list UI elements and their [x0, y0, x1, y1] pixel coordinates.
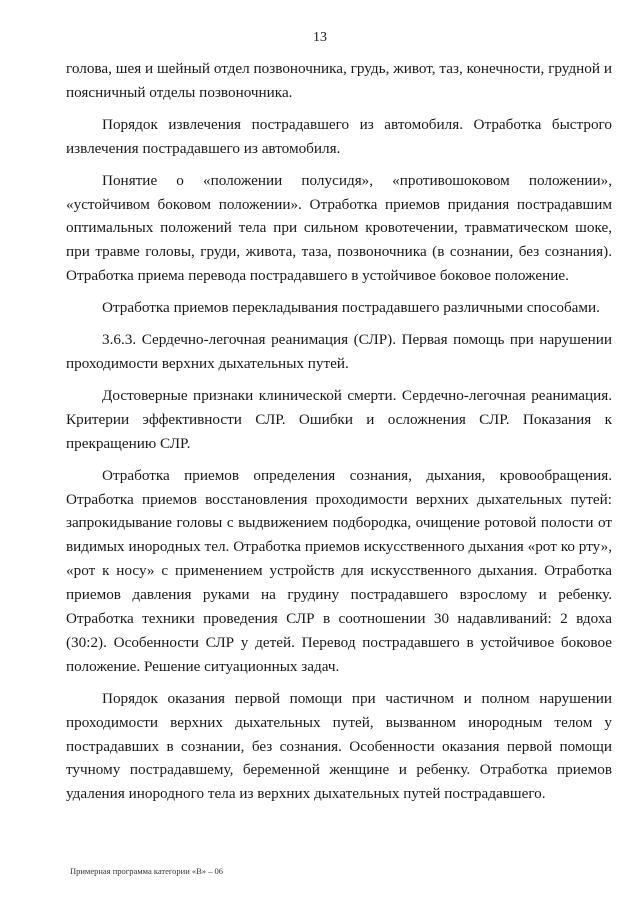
page-number: 13: [313, 30, 327, 45]
section-heading-3-6-3: 3.6.3. Сердечно-легочная реанимация (СЛР). Первая помощь при нарушении проходимости верхних дыхательных путей.: [66, 331, 612, 372]
paragraph-7: Отработка приемов определения сознания, дыхания, кровообращения. Отработка приемов восстановления проходимости верхних дыхательных путей: запрокидывание головы с выдвижением подбородка, очищение ротовой полости от видимых инородных тел. Отработка приемов искусственного дыхания «рот ко рту», «рот к носу» с применением устройств для искусственного дыхания. Отработка приемов давления руками на грудину пострадавшего взрослому и ребенку. Отработка техники проведения СЛР в соотношении 30 надавливаний: 2 вдоха (30:2). Особенности СЛР у детей. Перевод пострадавшего в устойчивое боковое положение. Решение ситуационных задач.: [66, 466, 612, 675]
body-text: [66, 57, 612, 814]
paragraph-2: Порядок извлечения пострадавшего из автомобиля. Отработка быстрого извлечения пострадавшего из автомобиля.: [66, 115, 612, 157]
page-footer: Примерная программа категории «В» – 06: [70, 866, 224, 876]
paragraph-6: Достоверные признаки клинической смерти. Сердечно-легочная реанимация. Критерии эффективности СЛР. Ошибки и осложнения СЛР. Показания к прекращению СЛР.: [66, 386, 612, 452]
paragraph-4: Отработка приемов перекладывания пострадавшего различными способами.: [102, 299, 600, 317]
paragraph-3: Понятие о «положении полусидя», «противошоковом положении», «устойчивом боковом положении». Отработка приемов придания пострадавшим оптимальных положений тела при сильном кровотечении, травматическом шоке, при травме головы, груди, живота, таза, позвоночника (в сознании, без сознания). Отработка приема перевода пострадавшего в устойчивое боковое положение.: [66, 171, 612, 285]
paragraph-8: Порядок оказания первой помощи при частичном и полном нарушении проходимости верхних дыхательных путей, вызванном инородным телом у пострадавших в сознании, без сознания. Особенности оказания первой помощи тучному пострадавшему, беременной женщине и ребенку. Отработка приемов удаления инородного тела из верхних дыхательных путей пострадавшего.: [66, 689, 612, 803]
paragraph-1: голова, шея и шейный отдел позвоночника, грудь, живот, таз, конечности, грудной и поясничный отделы позвоночника.: [66, 60, 612, 101]
